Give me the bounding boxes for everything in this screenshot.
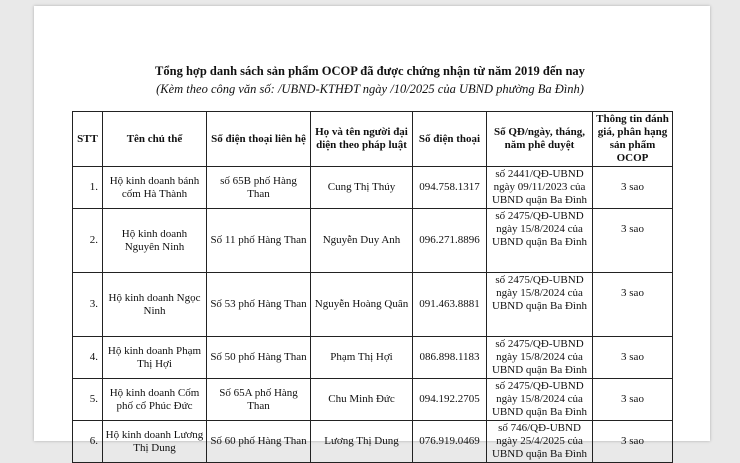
cell-rating: 3 sao [593, 337, 673, 379]
cell-address: Số 60 phố Hàng Than [207, 421, 311, 463]
header-owner: Tên chủ thể [103, 112, 207, 167]
cell-owner: Hộ kinh doanh Ngọc Ninh [103, 273, 207, 337]
header-phone: Số điện thoại [413, 112, 487, 167]
cell-rating: 3 sao [593, 273, 673, 337]
cell-representative: Nguyễn Duy Anh [311, 209, 413, 273]
cell-decision: số 2475/QĐ-UBND ngày 15/8/2024 của UBND quận Ba Đình [487, 209, 593, 273]
header-decision: Số QĐ/ngày, tháng, năm phê duyệt [487, 112, 593, 167]
cell-stt: 5. [73, 379, 103, 421]
cell-stt: 2. [73, 209, 103, 273]
cell-representative: Lương Thị Dung [311, 421, 413, 463]
cell-stt: 4. [73, 337, 103, 379]
cell-representative: Cung Thị Thúy [311, 167, 413, 209]
table-row [73, 337, 673, 379]
cell-representative: Chu Minh Đức [311, 379, 413, 421]
cell-stt: 6. [73, 421, 103, 463]
cell-phone: 076.919.0469 [413, 421, 487, 463]
cell-owner: Hộ kinh doanh Cốm phố cổ Phúc Đức [103, 379, 207, 421]
document-subtitle: (Kèm theo công văn số: /UBND-KTHĐT ngày /10/2025 của UBND phường Ba Đình) [156, 82, 584, 96]
header-phone-contact: Số điện thoại liên hệ [207, 112, 311, 167]
cell-owner: Hộ kinh doanh Nguyên Ninh [103, 209, 207, 273]
ocop-table [72, 111, 673, 463]
cell-owner: Hộ kinh doanh Lương Thị Dung [103, 421, 207, 463]
cell-phone: 094.758.1317 [413, 167, 487, 209]
table-row [73, 167, 673, 209]
table-header-row [73, 112, 673, 167]
cell-representative: Nguyễn Hoàng Quân [311, 273, 413, 337]
cell-address: Số 11 phố Hàng Than [207, 209, 311, 273]
table-row [73, 379, 673, 421]
cell-phone: 096.271.8896 [413, 209, 487, 273]
document-title: Tổng hợp danh sách sản phẩm OCOP đã được chứng nhận từ năm 2019 đến nay [155, 64, 585, 78]
cell-decision: số 2475/QĐ-UBND ngày 15/8/2024 của UBND quận Ba Đình [487, 337, 593, 379]
cell-decision: số 2475/QĐ-UBND ngày 15/8/2024 của UBND quận Ba Đình [487, 273, 593, 337]
cell-owner: Hộ kinh doanh Phạm Thị Hợi [103, 337, 207, 379]
cell-rating: 3 sao [593, 421, 673, 463]
cell-phone: 091.463.8881 [413, 273, 487, 337]
cell-rating: 3 sao [593, 209, 673, 273]
table-row [73, 421, 673, 463]
cell-representative: Phạm Thị Hợi [311, 337, 413, 379]
cell-decision: số 2475/QĐ-UBND ngày 15/8/2024 của UBND quận Ba Đình [487, 379, 593, 421]
header-stt: STT [73, 112, 103, 167]
table-row [73, 273, 673, 337]
cell-phone: 094.192.2705 [413, 379, 487, 421]
cell-address: Số 65A phố Hàng Than [207, 379, 311, 421]
cell-stt: 1. [73, 167, 103, 209]
cell-decision: số 746/QĐ-UBND ngày 25/4/2025 của UBND quận Ba Đình [487, 421, 593, 463]
cell-address: Số 53 phố Hàng Than [207, 273, 311, 337]
cell-rating: 3 sao [593, 167, 673, 209]
cell-phone: 086.898.1183 [413, 337, 487, 379]
cell-stt: 3. [73, 273, 103, 337]
cell-address: số 65B phố Hàng Than [207, 167, 311, 209]
cell-address: Số 50 phố Hàng Than [207, 337, 311, 379]
cell-owner: Hộ kinh doanh bánh cốm Hà Thành [103, 167, 207, 209]
header-representative: Họ và tên người đại diện theo pháp luật [311, 112, 413, 167]
cell-rating: 3 sao [593, 379, 673, 421]
header-rating: Thông tin đánh giá, phân hạng sản phẩm OCOP [593, 112, 673, 167]
table-row [73, 209, 673, 273]
cell-decision: số 2441/QĐ-UBND ngày 09/11/2023 của UBND quận Ba Đình [487, 167, 593, 209]
